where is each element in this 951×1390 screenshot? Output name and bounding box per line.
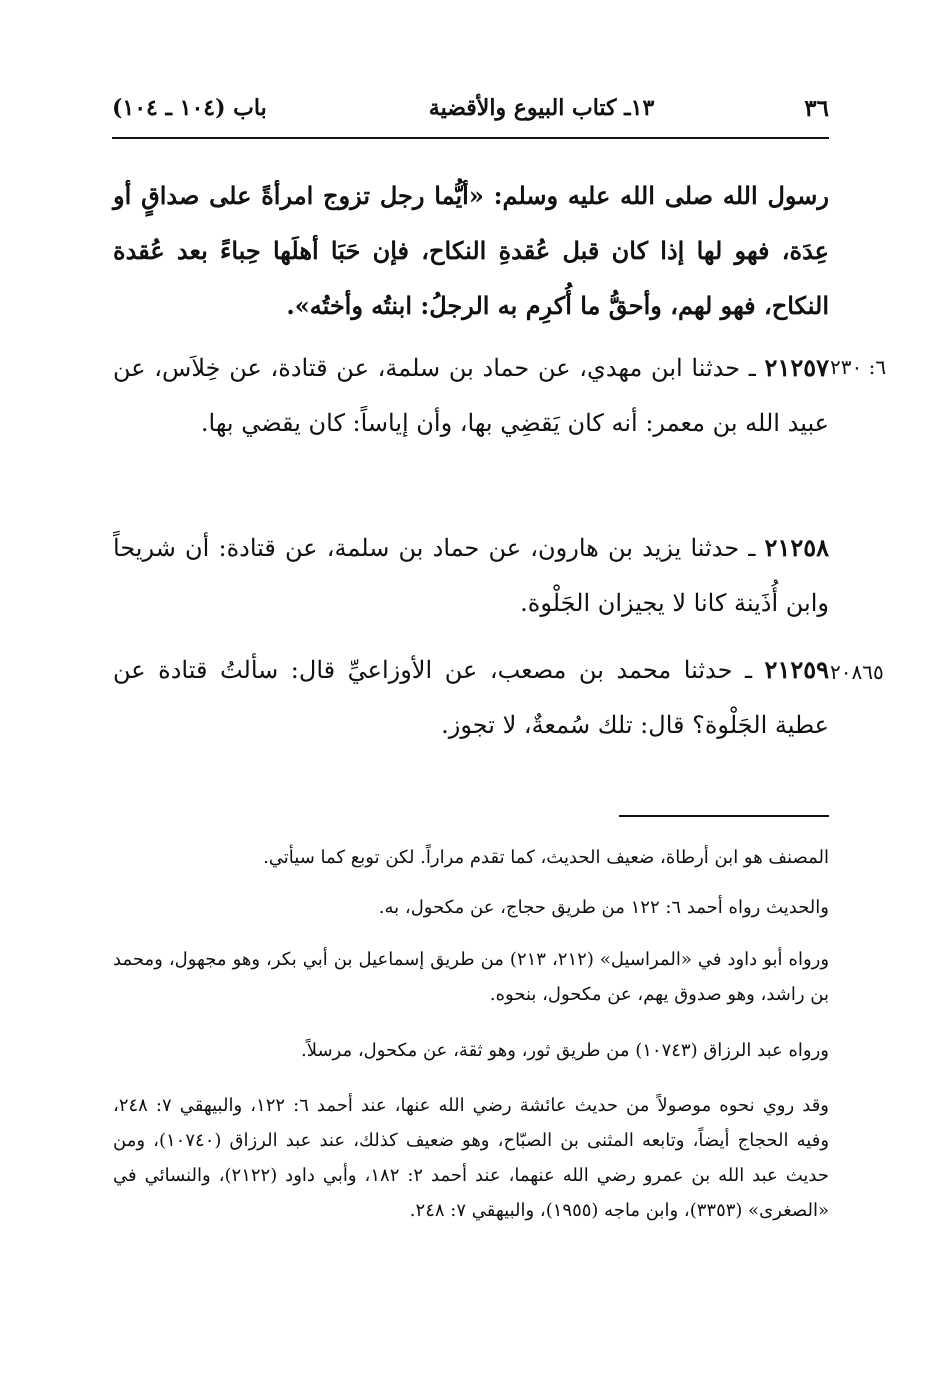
margin-reference: ٦: ٢٣٠ [830, 355, 887, 379]
hadith-paragraph [113, 520, 829, 631]
chapter-reference: باب (١٠٤ ـ ١٠٤) [112, 95, 267, 121]
page-header [112, 90, 829, 126]
header-divider [112, 137, 829, 139]
footnote-line: والحديث رواه أحمد ٦: ١٢٢ من طريق حجاج، عن مكحول، به. [378, 897, 829, 918]
footnote-line: المصنف هو ابن أرطاة، ضعيف الحديث، كما تقدم مراراً. لكن توبع كما سيأتي. [263, 847, 829, 868]
hadith-number: ٢١٢٥٨ [764, 533, 829, 562]
footnote-line: وقد روي نحوه موصولاً من حديث عائشة رضي الله عنها، عند أحمد ٦: ١٢٢، والبيهقي ٧: ٢٤٨، وفيه الحجاج أيضاً، وتابعه المثنى بن الصبّاح، وهو ضعيف كذلك، عند عبد الرزاق (١٠٧٤٠)، ومن حديث عبد الله بن عمرو رضي الله عنهما، عند أحمد ٢: ١٨٢، وأبي داود (٢١٢٢)، والنسائي في «الصغرى» (٣٣٥٣)، وابن ماجه (١٩٥٥)، والبيهقي ٧: ٢٤٨. [113, 1095, 830, 1221]
continuation-paragraph: رسول الله صلى الله عليه وسلم: «أيُّما رجل تزوج امرأةً على صداقٍ أو عِدَة، فهو لها إذا كان قبل عُقدةِ النكاح، فإن حَبَا أهلَها حِباءً بعد عُقدة النكاح، فهو لهم، وأحقُّ ما أُكرِم به الرجلُ: ابنتُه وأختُه». [113, 181, 829, 320]
hadith-paragraph [113, 642, 829, 753]
book-title: ١٣ـ كتاب البيوع والأقضية [428, 95, 655, 121]
page-number: ٣٦ [804, 94, 829, 122]
footnote-line: ورواه عبد الرزاق (١٠٧٤٣) من طريق ثور، وهو ثقة، عن مكحول، مرسلاً. [301, 1040, 829, 1061]
footnote-line: ورواه أبو داود في «المراسيل» (٢١٢، ٢١٣) من طريق إسماعيل بن أبي بكر، وهو مجهول، ومحمد بن راشد، وهو صدوق يهم، عن مكحول، بنحوه. [113, 949, 830, 1005]
hadith-text: ـ حدثنا يزيد بن هارون، عن حماد بن سلمة، عن قتادة: أن شريحاً وابن أُذَينة كانا لا يجيزان الجَلْوة. [113, 534, 829, 617]
margin-reference: ٢٠٨٦٥ [830, 660, 884, 684]
hadith-number: ٢١٢٥٩ [764, 655, 829, 684]
hadith-number: ٢١٢٥٧ [764, 353, 829, 382]
hadith-text: ـ حدثنا ابن مهدي، عن حماد بن سلمة، عن قتادة، عن خِلاَس، عن عبيد الله بن معمر: أنه كان يَقضِي بها، وأن إياساً: كان يقضي بها. [113, 354, 829, 437]
hadith-text: ـ حدثنا محمد بن مصعب، عن الأوزاعيِّ قال: سألتُ قتادة عن عطية الجَلْوة؟ قال: تلك سُمعةٌ، لا تجوز. [113, 656, 829, 739]
hadith-paragraph [113, 340, 829, 451]
footnote-divider [619, 815, 829, 817]
